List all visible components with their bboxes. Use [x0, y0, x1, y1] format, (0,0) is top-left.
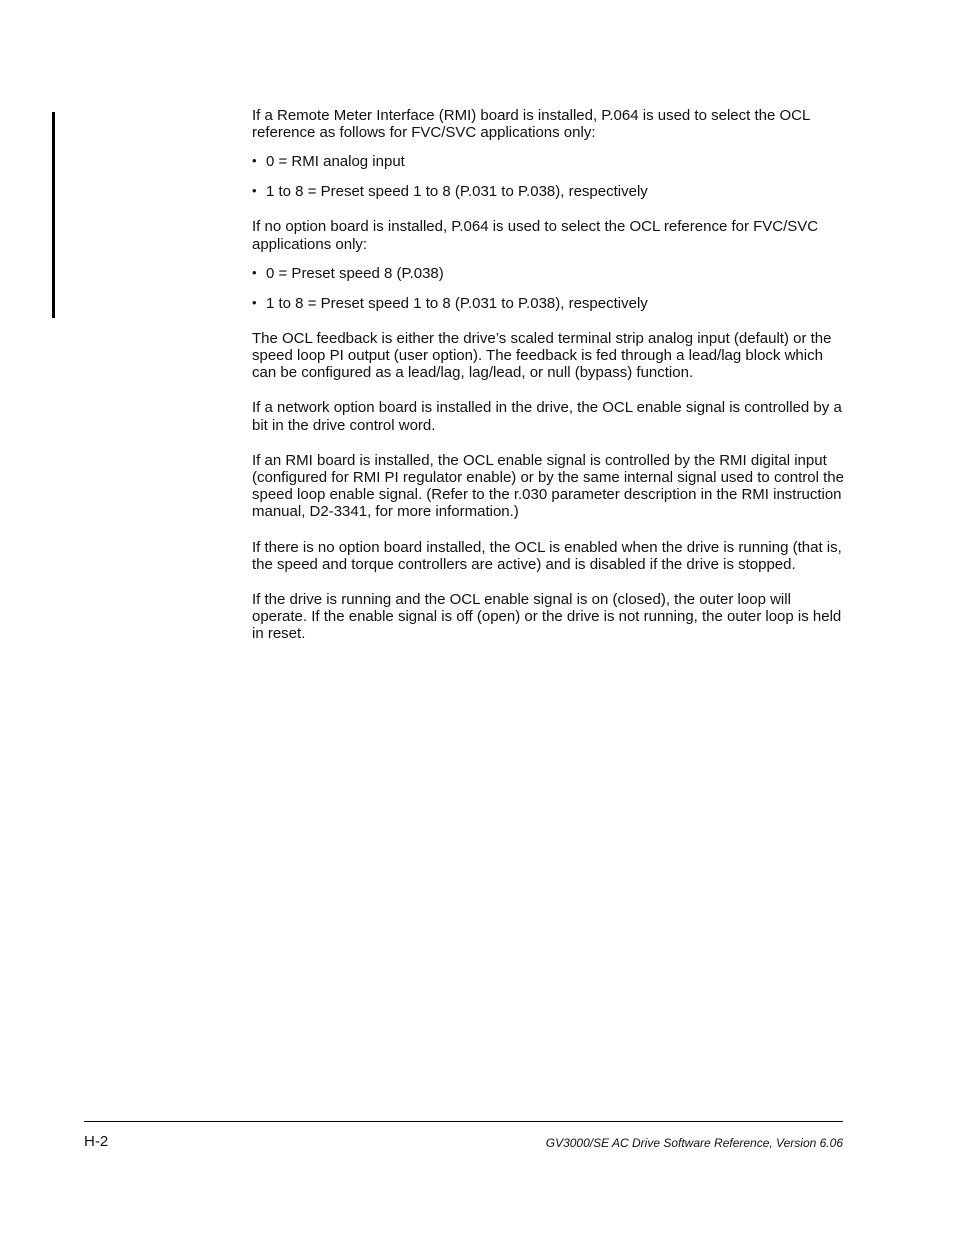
- bullet-list-rmi: [252, 153, 844, 200]
- paragraph-rmi-reference: If a Remote Meter Interface (RMI) board is installed, P.064 is used to select the OCL reference as follows for FVC/SVC applications only:: [252, 107, 810, 142]
- paragraph-network-board: If a network option board is installed in the drive, the OCL enable signal is controlled by a bit in the drive control word.: [252, 399, 842, 434]
- list-item: • 0 = RMI analog input: [252, 153, 405, 171]
- paragraph-rmi-enable: If an RMI board is installed, the OCL enable signal is controlled by the RMI digital input (configured for RMI PI regulator enable) or by the same internal signal used to control the speed loop enable signal. (Refer to the r.030 parameter description in the RMI instruction manual, D2-3341, for more information.): [252, 451, 844, 521]
- paragraph-no-board-enable: If there is no option board installed, the OCL is enabled when the drive is running (that is, the speed and torque controllers are active) and is disabled if the drive is stopped.: [252, 538, 842, 573]
- footer-divider: [84, 1121, 843, 1122]
- bullet-list-no-option: [252, 265, 844, 312]
- paragraph-ocl-feedback: The OCL feedback is either the drive’s scaled terminal strip analog input (default) or the speed loop PI output (user option). The feedback is fed through a lead/lag block which can be configured as a lead/lag, lag/lead, or null (bypass) function.: [252, 329, 832, 382]
- list-item: • 1 to 8 = Preset speed 1 to 8 (P.031 to P.038), respectively: [252, 294, 648, 312]
- paragraph-drive-running: If the drive is running and the OCL enable signal is on (closed), the outer loop will operate. If the enable signal is off (open) or the drive is not running, the outer loop is held in reset.: [252, 591, 842, 643]
- page-body: [252, 107, 844, 661]
- list-item: • 0 = Preset speed 8 (P.038): [252, 264, 444, 282]
- paragraph-no-option-board: If no option board is installed, P.064 is used to select the OCL reference for FVC/SVC applications only:: [252, 218, 819, 253]
- change-bar: [52, 112, 55, 318]
- bullet-icon: •: [252, 264, 257, 280]
- bullet-icon: •: [252, 153, 257, 169]
- list-item: • 1 to 8 = Preset speed 1 to 8 (P.031 to P.038), respectively: [252, 183, 648, 201]
- footer-document-title: GV3000/SE AC Drive Software Reference, Version 6.06: [545, 1136, 843, 1150]
- page-number: H-2: [84, 1133, 109, 1150]
- bullet-icon: •: [252, 183, 257, 199]
- bullet-icon: •: [252, 294, 257, 310]
